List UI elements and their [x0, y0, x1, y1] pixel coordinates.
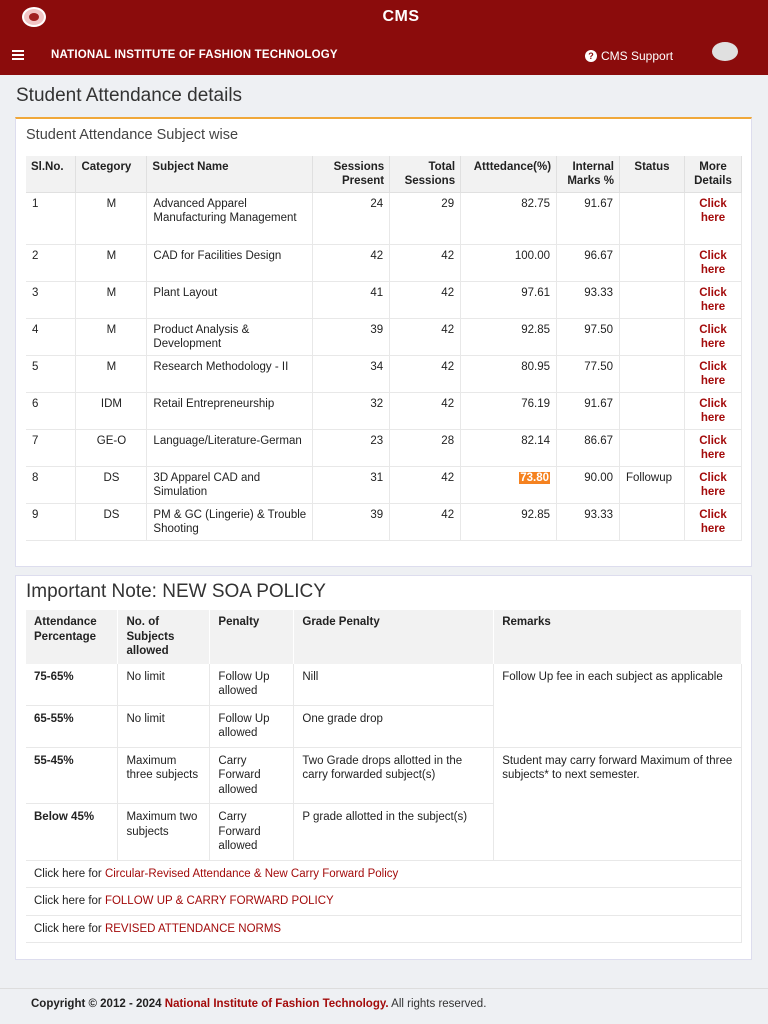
cell-subject: Research Methodology - II	[147, 356, 313, 393]
soa-row	[26, 747, 742, 804]
attendance-table	[26, 156, 742, 541]
cell-total: 28	[390, 430, 461, 467]
soa-header-row	[26, 610, 742, 664]
footer-org-link[interactable]: National Institute of Fashion Technology.	[164, 998, 389, 1010]
attendance-header-row	[26, 156, 742, 193]
col-subjects-allowed: No. of Subjects allowed	[118, 610, 210, 664]
col-category: Category	[76, 156, 147, 193]
cell-status	[620, 430, 685, 467]
cell-category: GE-O	[76, 430, 147, 467]
hamburger-menu-icon[interactable]	[12, 50, 24, 60]
soa-remark: Student may carry forward Maximum of three subjects* to next semester.	[494, 747, 742, 860]
cell-pct: 97.61	[461, 282, 557, 319]
table-row	[26, 245, 742, 282]
cell-present: 34	[313, 356, 390, 393]
cell-pct: 82.14	[461, 430, 557, 467]
revised-attendance-norms-link[interactable]: REVISED ATTENDANCE NORMS	[104, 922, 282, 935]
cell-present: 24	[313, 193, 390, 245]
col-sessions-present: Sessions Present	[313, 156, 390, 193]
cell-marks: 97.50	[557, 319, 620, 356]
cell-marks: 91.67	[557, 393, 620, 430]
cell-status: Followup	[620, 467, 685, 504]
table-row	[26, 282, 742, 319]
cell-slno: 3	[26, 282, 76, 319]
cell-category: M	[76, 282, 147, 319]
cell-category: DS	[76, 467, 147, 504]
soa-link-cell	[26, 915, 742, 943]
cell-present: 31	[313, 467, 390, 504]
soa-link-row	[26, 888, 742, 916]
cell-present: 39	[313, 319, 390, 356]
copyright-years: Copyright © 2012 - 2024	[31, 998, 162, 1010]
cell-total: 29	[390, 193, 461, 245]
cell-category: M	[76, 193, 147, 245]
soa-subjects: No limit	[118, 664, 210, 706]
click-here-link[interactable]: Click here	[684, 393, 741, 430]
page-title: Student Attendance details	[16, 85, 243, 106]
soa-grade: One grade drop	[294, 705, 494, 747]
soa-subjects: No limit	[118, 705, 210, 747]
soa-grade: Nill	[294, 664, 494, 706]
soa-policy-table	[26, 610, 742, 943]
cell-marks: 77.50	[557, 356, 620, 393]
cell-total: 42	[390, 393, 461, 430]
table-row	[26, 393, 742, 430]
cell-slno: 4	[26, 319, 76, 356]
cell-pct: 100.00	[461, 245, 557, 282]
cell-total: 42	[390, 282, 461, 319]
cell-total: 42	[390, 504, 461, 541]
cell-total: 42	[390, 319, 461, 356]
cell-total: 42	[390, 356, 461, 393]
cell-subject: Plant Layout	[147, 282, 313, 319]
cell-category: M	[76, 319, 147, 356]
table-row	[26, 193, 742, 245]
cell-present: 23	[313, 430, 390, 467]
col-more-details: More Details	[684, 156, 741, 193]
col-attendance-percentage: Attendance Percentage	[26, 610, 118, 664]
cell-subject: PM & GC (Lingerie) & Trouble Shooting	[147, 504, 313, 541]
soa-grade: Two Grade drops allotted in the carry forwarded subject(s)	[294, 747, 494, 804]
cell-status	[620, 245, 685, 282]
cell-pct: 76.19	[461, 393, 557, 430]
click-here-link[interactable]: Click here	[684, 356, 741, 393]
click-here-link[interactable]: Click here	[684, 430, 741, 467]
cell-present: 41	[313, 282, 390, 319]
cell-slno: 2	[26, 245, 76, 282]
cell-status	[620, 319, 685, 356]
click-here-link[interactable]: Click here	[684, 319, 741, 356]
col-total-sessions: Total Sessions	[390, 156, 461, 193]
soa-link-row	[26, 860, 742, 888]
cell-pct: 92.85	[461, 319, 557, 356]
cell-pct-highlighted	[461, 467, 557, 504]
col-remarks: Remarks	[494, 610, 742, 664]
cell-marks: 91.67	[557, 193, 620, 245]
cell-subject: Product Analysis & Development	[147, 319, 313, 356]
cell-marks: 96.67	[557, 245, 620, 282]
cell-category: DS	[76, 504, 147, 541]
soa-subjects: Maximum two subjects	[118, 804, 210, 861]
soa-link-cell	[26, 860, 742, 888]
click-here-link[interactable]: Click here	[684, 245, 741, 282]
top-bar	[0, 0, 768, 75]
cell-subject: Retail Entrepreneurship	[147, 393, 313, 430]
cell-subject: CAD for Facilities Design	[147, 245, 313, 282]
soa-policy-title: Important Note: NEW SOA POLICY	[26, 581, 326, 602]
click-here-link[interactable]: Click here	[684, 467, 741, 504]
click-here-link[interactable]: Click here	[684, 193, 741, 245]
soa-pct: 65-55%	[26, 705, 118, 747]
col-attendance-pct: Atttedance(%)	[461, 156, 557, 193]
click-here-prefix: Click here for	[34, 922, 105, 935]
table-row	[26, 430, 742, 467]
rights-text: All rights reserved.	[391, 998, 487, 1010]
cell-status	[620, 282, 685, 319]
cell-slno: 1	[26, 193, 76, 245]
cell-status	[620, 356, 685, 393]
institute-name: NATIONAL INSTITUTE OF FASHION TECHNOLOGY	[51, 49, 338, 61]
soa-row	[26, 664, 742, 706]
col-grade-penalty: Grade Penalty	[294, 610, 494, 664]
cell-status	[620, 193, 685, 245]
soa-penalty: Carry Forward allowed	[210, 747, 294, 804]
cms-support-label: CMS Support	[601, 49, 674, 63]
cell-total: 42	[390, 245, 461, 282]
col-subject: Subject Name	[147, 156, 313, 193]
footer	[0, 988, 768, 1024]
col-status: Status	[620, 156, 685, 193]
cell-slno: 8	[26, 467, 76, 504]
cms-support-link[interactable]	[585, 49, 673, 63]
table-row	[26, 356, 742, 393]
cell-pct: 92.85	[461, 504, 557, 541]
cell-marks: 93.33	[557, 504, 620, 541]
follow-up-carry-forward-link[interactable]: FOLLOW UP & CARRY FORWARD POLICY	[104, 895, 334, 907]
circular-revised-attendance-link[interactable]: Circular-Revised Attendance & New Carry Forward Policy	[104, 867, 399, 880]
click-here-prefix: Click here for	[34, 895, 105, 907]
question-circle-icon: ?	[585, 50, 597, 62]
cell-total: 42	[390, 467, 461, 504]
table-row	[26, 467, 742, 504]
cell-present: 32	[313, 393, 390, 430]
col-internal-marks: Internal Marks %	[557, 156, 620, 193]
col-slno: Sl.No.	[26, 156, 76, 193]
click-here-link[interactable]: Click here	[684, 504, 741, 541]
cell-slno: 5	[26, 356, 76, 393]
col-penalty: Penalty	[210, 610, 294, 664]
cell-category: M	[76, 356, 147, 393]
soa-subjects: Maximum three subjects	[118, 747, 210, 804]
cell-slno: 6	[26, 393, 76, 430]
cell-pct: 82.75	[461, 193, 557, 245]
soa-grade: P grade allotted in the subject(s)	[294, 804, 494, 861]
low-attendance-highlight: 73.80	[520, 472, 550, 484]
soa-penalty: Follow Up allowed	[210, 664, 294, 706]
footer-copyright	[31, 998, 486, 1010]
cell-status	[620, 393, 685, 430]
soa-remark: Follow Up fee in each subject as applicable	[494, 664, 742, 748]
cell-present: 39	[313, 504, 390, 541]
app-title: CMS	[382, 8, 420, 25]
cell-category: M	[76, 245, 147, 282]
cell-marks: 86.67	[557, 430, 620, 467]
cell-subject: 3D Apparel CAD and Simulation	[147, 467, 313, 504]
soa-pct: Below 45%	[26, 804, 118, 861]
soa-pct: 75-65%	[26, 664, 118, 706]
click-here-link[interactable]: Click here	[684, 282, 741, 319]
click-here-prefix: Click here for	[34, 867, 105, 880]
attendance-panel-title: Student Attendance Subject wise	[26, 127, 239, 143]
cell-subject: Language/Literature-German	[147, 430, 313, 467]
cell-marks: 90.00	[557, 467, 620, 504]
table-row	[26, 504, 742, 541]
cell-category: IDM	[76, 393, 147, 430]
soa-link-row	[26, 915, 742, 943]
soa-link-cell	[26, 888, 742, 916]
cell-status	[620, 504, 685, 541]
table-row	[26, 319, 742, 356]
cell-marks: 93.33	[557, 282, 620, 319]
soa-penalty: Carry Forward allowed	[210, 804, 294, 861]
cell-pct: 80.95	[461, 356, 557, 393]
cell-slno: 7	[26, 430, 76, 467]
cell-slno: 9	[26, 504, 76, 541]
user-avatar[interactable]	[712, 42, 738, 61]
cell-subject: Advanced Apparel Manufacturing Management	[147, 193, 313, 245]
soa-penalty: Follow Up allowed	[210, 705, 294, 747]
soa-pct: 55-45%	[26, 747, 118, 804]
cell-present: 42	[313, 245, 390, 282]
